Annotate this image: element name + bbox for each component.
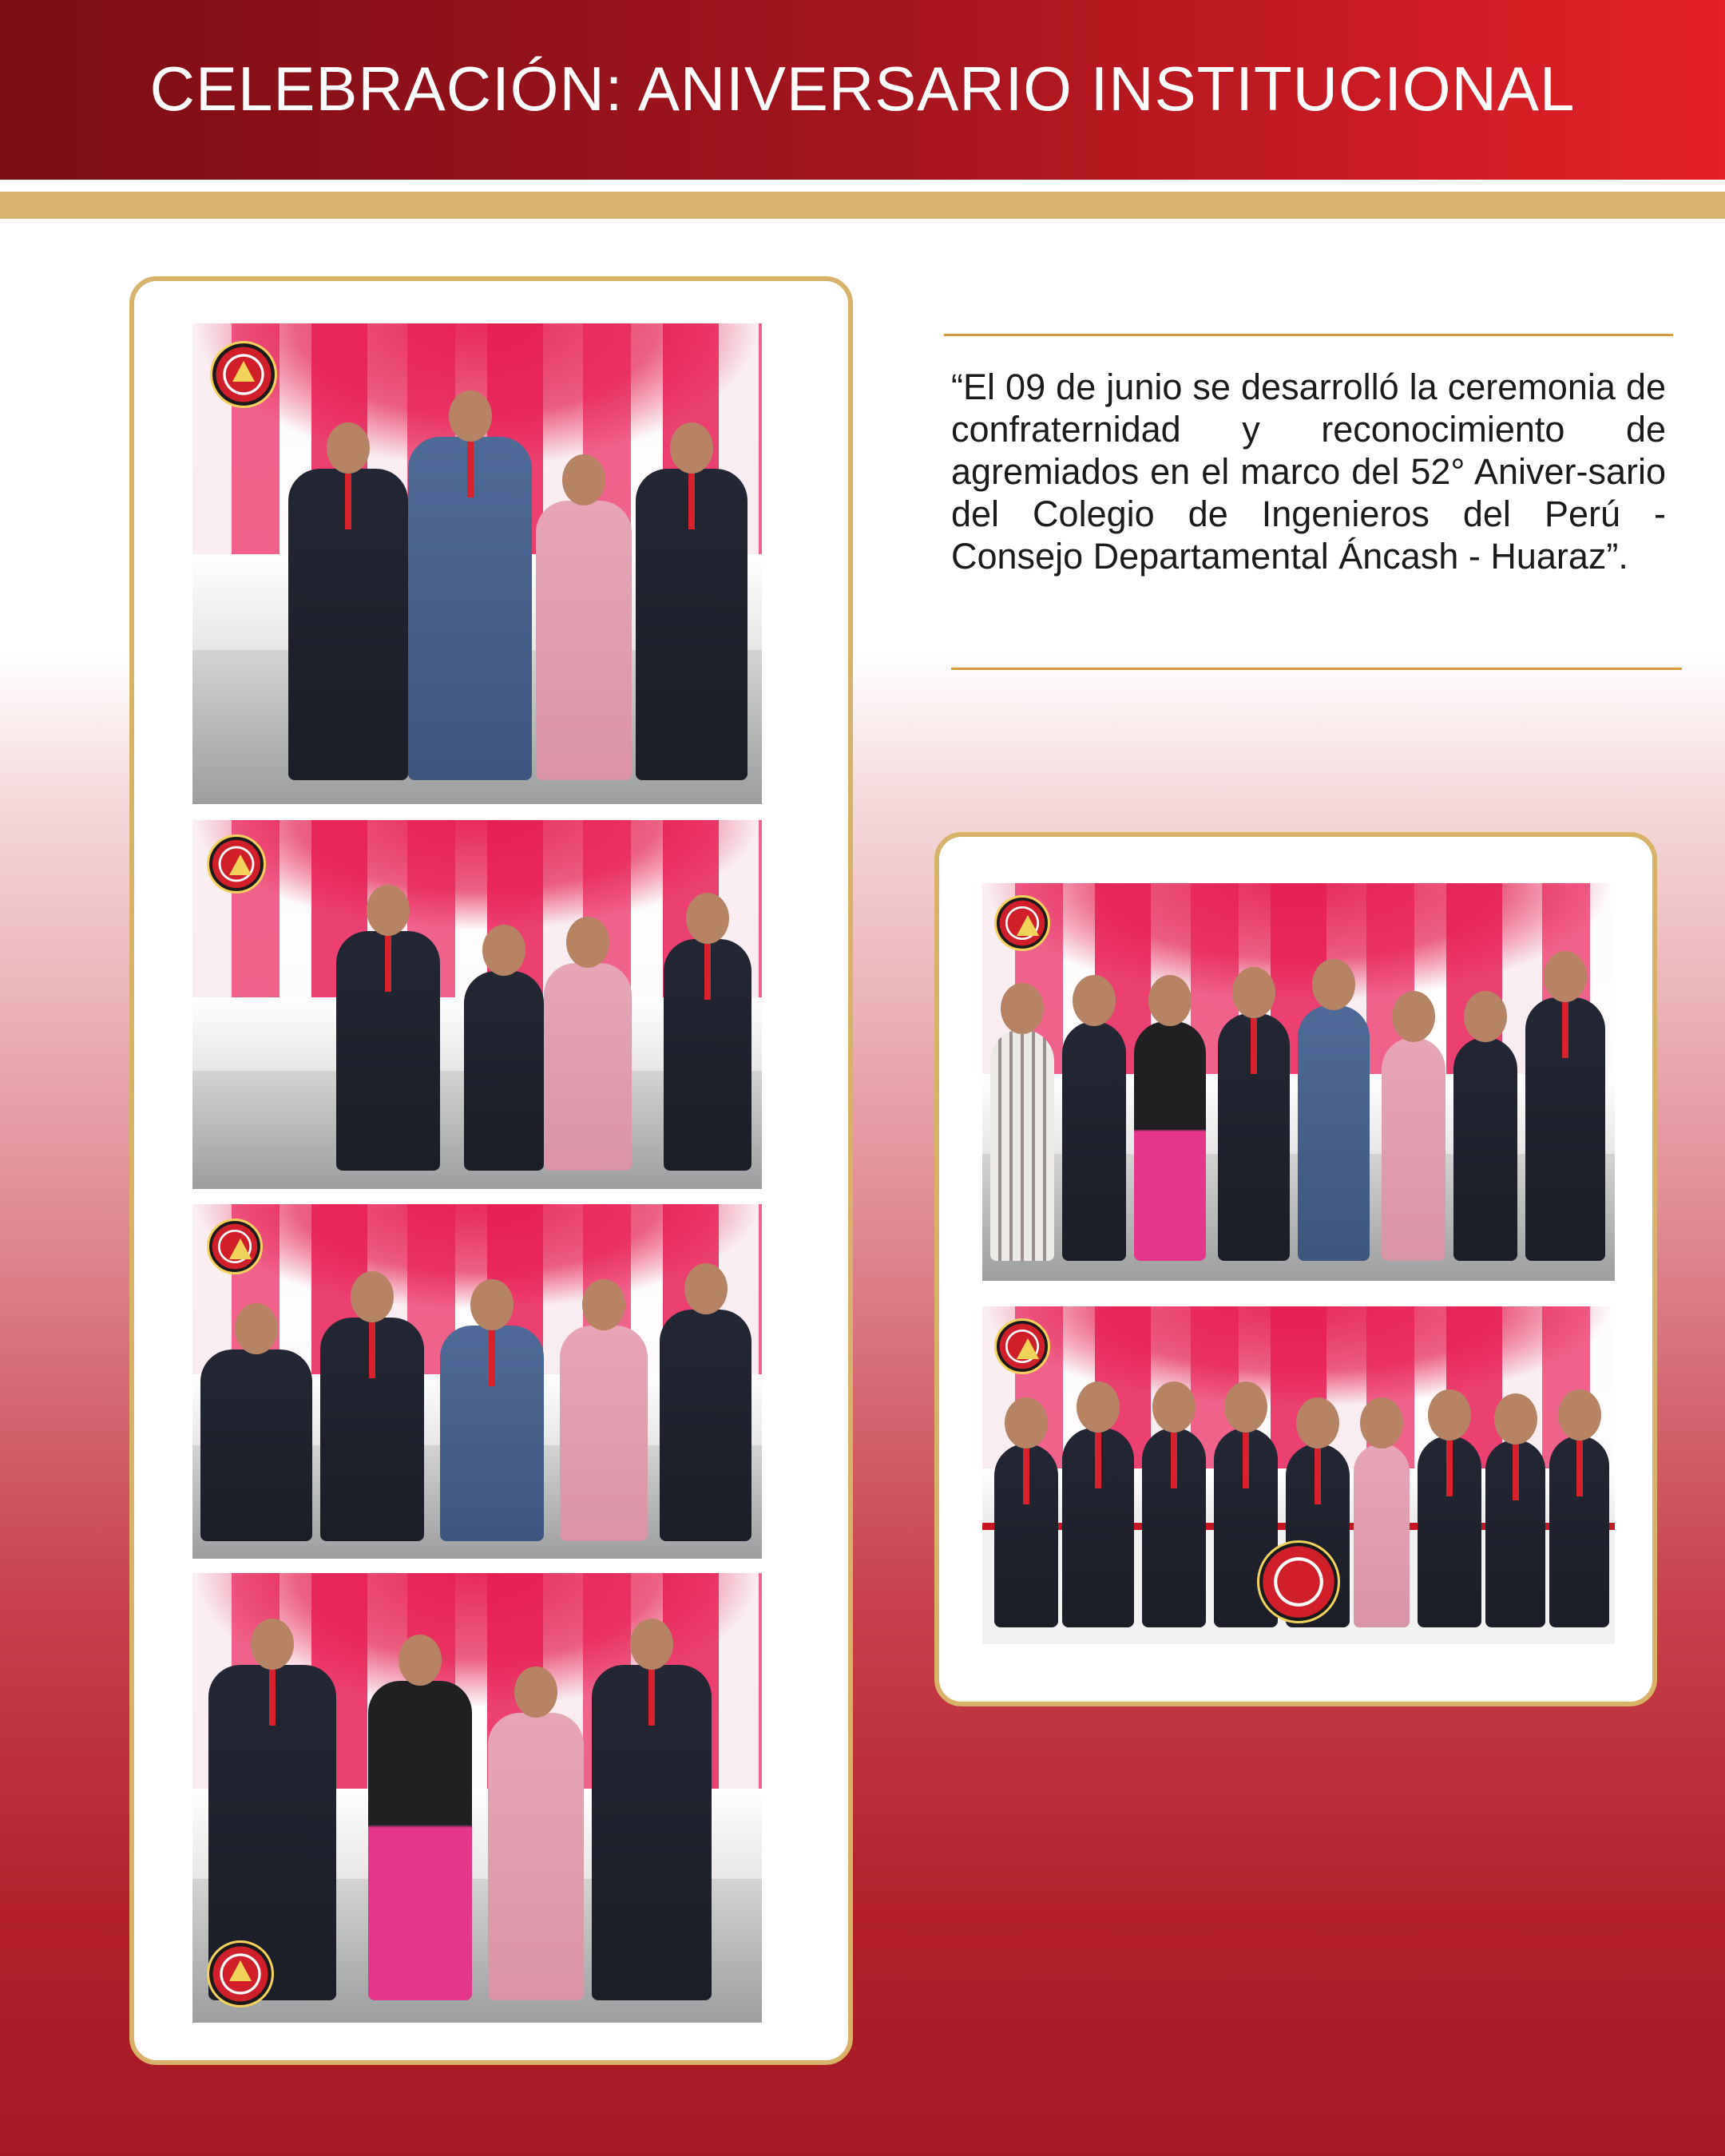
drape <box>192 820 762 931</box>
person <box>1418 1436 1481 1627</box>
top-rule <box>944 334 1673 336</box>
person <box>1453 1037 1517 1261</box>
person <box>1382 1037 1445 1261</box>
person <box>1218 1013 1290 1261</box>
person <box>320 1318 424 1541</box>
institution-seal-icon <box>994 895 1050 951</box>
ceremony-photo-4 <box>192 1573 762 2023</box>
person <box>1142 1428 1206 1627</box>
institution-seal-icon <box>994 1318 1050 1374</box>
ceremony-photo-1 <box>192 323 762 804</box>
person <box>1549 1436 1609 1627</box>
page-title: CELEBRACIÓN: ANIVERSARIO INSTITUCIONAL <box>149 54 1576 124</box>
person <box>636 469 748 780</box>
ceremony-photo-3 <box>192 1204 762 1559</box>
person <box>1354 1444 1410 1627</box>
person <box>1062 1021 1126 1261</box>
left-photo-card <box>129 276 853 2065</box>
institution-seal-icon <box>207 834 266 894</box>
institution-seal-icon <box>210 341 277 408</box>
person <box>664 939 751 1171</box>
head-table-photo <box>982 1306 1615 1644</box>
group-photo <box>982 883 1615 1281</box>
person <box>1485 1440 1545 1627</box>
event-quote: “El 09 de junio se desarrolló la ceremonia de confraternidad y reconocimiento de agremiados en el marco del 52° Aniver-sario del Colegio de Ingenieros del Perú - Consejo Departamental Áncash - Huaraz”. <box>951 367 1666 577</box>
institution-seal-icon <box>207 1219 263 1274</box>
person <box>592 1665 712 2000</box>
right-photo-card <box>934 832 1657 1706</box>
person <box>544 963 632 1171</box>
person <box>1525 997 1605 1261</box>
drape <box>982 1306 1615 1408</box>
ceremony-photo-2 <box>192 820 762 1189</box>
person <box>440 1326 544 1541</box>
bottom-rule <box>951 668 1682 670</box>
person <box>990 1029 1054 1261</box>
person <box>368 1681 472 2000</box>
page-header <box>0 0 1725 180</box>
gold-divider-band <box>0 192 1725 219</box>
person <box>994 1444 1058 1627</box>
person <box>560 1326 648 1541</box>
person <box>488 1713 584 2000</box>
person <box>536 501 632 780</box>
person <box>288 469 408 780</box>
person <box>200 1349 312 1541</box>
person <box>1062 1428 1134 1627</box>
person <box>1134 1021 1206 1261</box>
person <box>464 971 544 1171</box>
person <box>1298 1005 1370 1261</box>
person <box>660 1310 751 1541</box>
institution-seal-icon <box>207 1940 274 2007</box>
person <box>336 931 440 1171</box>
table-seal-icon <box>1257 1540 1340 1623</box>
person <box>408 437 532 780</box>
